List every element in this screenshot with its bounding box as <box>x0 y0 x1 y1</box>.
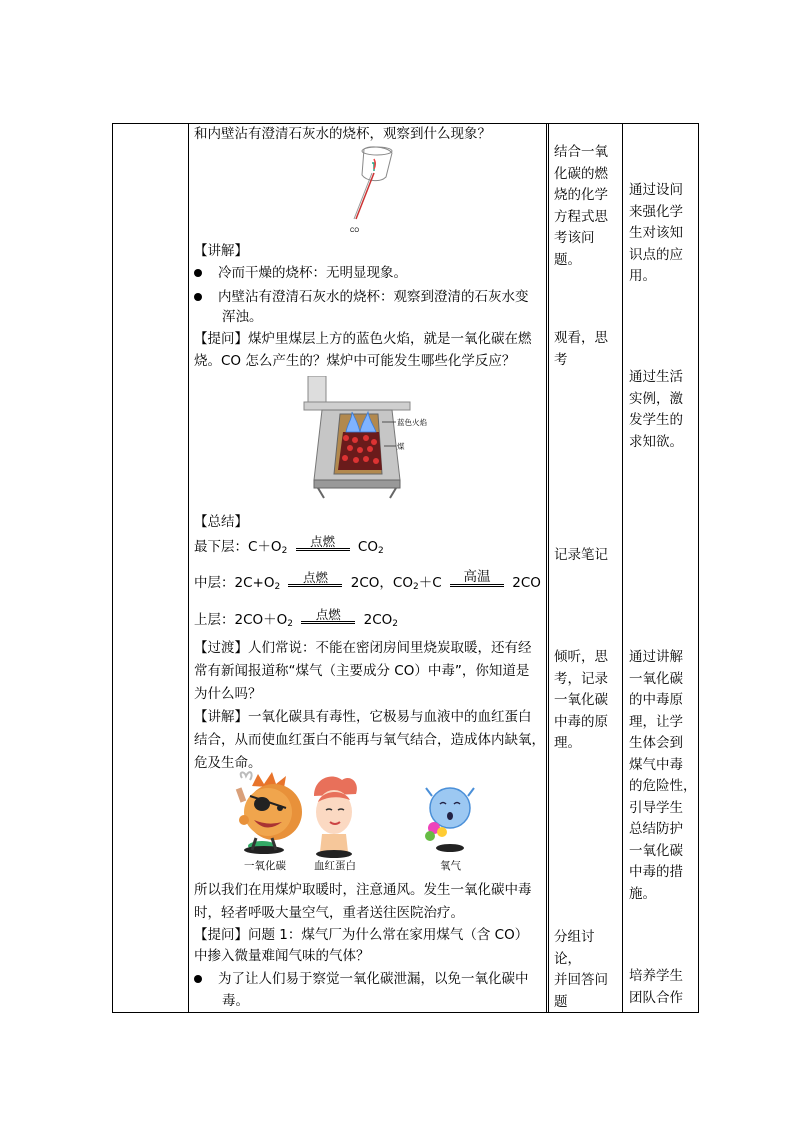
eq1-product-subscript: 2 <box>377 546 384 556</box>
student-activity-3: 记录笔记 <box>554 547 608 563</box>
bullet-dot <box>194 269 202 277</box>
student-activity-4: 倾听，思 考，记录 一氧化碳 中毒的原 理。 <box>554 649 608 751</box>
eq1-condition: 点燃 <box>296 535 350 560</box>
design-intent-3: 通过讲解 一氧化碳 的中毒原 理，让学 生体会到 煤气中毒 的危险性， 引导学生 总结防护 一氧化碳 中毒的措 施。 <box>629 649 697 902</box>
table-divider-2 <box>546 123 547 1013</box>
bullet-item <box>194 262 407 284</box>
eq1-product: CO <box>357 539 378 555</box>
eq2-product: 2CO，CO <box>350 575 413 591</box>
stove-label-flame: 蓝色火焰 <box>397 418 427 427</box>
ask2-line2: 中掺入微量难闻气味的气体？ <box>194 948 370 964</box>
explain2-line3: 危及生命。 <box>194 755 262 771</box>
eq2-mid: ＋C <box>418 575 442 591</box>
eq1-reactants: 最下层：C＋O <box>194 539 282 555</box>
eq2-reactants: 中层：2C+O <box>194 575 275 591</box>
cartoon-label-oxygen: 氧气 <box>440 860 461 872</box>
cartoon-label-co: 一氧化碳 <box>244 860 286 872</box>
table-divider-1 <box>188 123 189 1013</box>
bullet-item <box>194 286 529 308</box>
eq2-product-2: 2CO <box>512 575 541 591</box>
transition-line2: 常有新闻报道称“煤气（主要成分 CO）中毒”，你知道是 <box>194 663 530 679</box>
ask1-line1: 【提问】煤炉里煤层上方的蓝色火焰，就是一氧化碳在燃 <box>194 331 532 347</box>
transition-line3: 为什么吗？ <box>194 686 262 702</box>
eq2-subscript: 2 <box>274 582 281 592</box>
beaker-co-figure <box>330 143 400 235</box>
student-activity-1: 结合一氧 化碳的燃 烧的化学 方程式思 考该问题。 <box>554 144 608 268</box>
design-intent-2: 通过生活 实例，激 发学生的 求知欲。 <box>629 369 683 450</box>
student-activity-2: 观看，思 考 <box>554 330 608 368</box>
cartoon-label-hemoglobin: 血红蛋白 <box>314 860 356 872</box>
student-activity-5: 分组讨论， 并回答问 题 <box>554 929 608 1010</box>
ask2-line1: 【提问】问题 1：煤气厂为什么常在家用煤气（含 CO） <box>194 927 529 943</box>
eq1-subscript: 2 <box>281 546 288 556</box>
eq3-product-subscript: 2 <box>392 619 398 629</box>
design-intent-4: 培养学生 团队合作 <box>629 968 683 1006</box>
eq2-mid-subscript: 2 <box>412 582 419 592</box>
coal-stove-figure <box>300 376 440 500</box>
bullet2-text: 内壁沾有澄清石灰水的烧杯：观察到澄清的石灰水变 <box>218 289 529 305</box>
ventilation-line2: 时，轻者呼吸大量空气，重者送往医院治疗。 <box>194 905 464 921</box>
ventilation-line1: 所以我们在用煤炉取暖时，注意通风。发生一氧化碳中毒 <box>194 882 532 898</box>
bullet3-continuation: 毒。 <box>222 993 249 1009</box>
explain1-title: 【讲解】 <box>194 243 248 259</box>
bullet2-continuation: 浑浊。 <box>222 309 263 325</box>
bullet-dot <box>194 975 202 983</box>
bullet-item <box>194 968 529 990</box>
eq3-condition: 点燃 <box>301 608 355 633</box>
eq2-condition: 点燃 <box>288 571 342 596</box>
eq3-product: 2CO <box>363 612 393 628</box>
transition-line1: 【过渡】人们常说：不能在密闭房间里烧炭取暖，还有经 <box>194 640 532 656</box>
table-divider-3 <box>622 123 623 1013</box>
table-border-left <box>112 123 113 1013</box>
explain2-line1: 【讲解】一氧化碳具有毒性，它极易与血液中的血红蛋白 <box>194 709 532 725</box>
bullet1-text: 冷而干燥的烧杯：无明显现象。 <box>218 265 407 281</box>
co-hemoglobin-cartoon <box>228 766 478 874</box>
bullet3-text: 为了让人们易于察觉一氧化碳泄漏，以免一氧化碳中 <box>218 971 529 987</box>
eq2-condition-2: 高温 <box>450 571 504 596</box>
bullet-dot <box>194 293 202 301</box>
eq3-subscript: 2 <box>287 619 294 629</box>
eq3-reactants: 上层：2CO＋O <box>194 612 288 628</box>
explain2-line2: 结合，从而使血红蛋白不能再与氧气结合，造成体内缺氧， <box>194 732 545 748</box>
co-label: CO <box>350 228 359 234</box>
summary-title: 【总结】 <box>194 514 248 530</box>
stove-label-coal: 煤 <box>397 442 405 451</box>
design-intent-1: 通过设问 来强化学 生对该知 识点的应 用。 <box>629 182 683 284</box>
table-divider-2b <box>548 123 549 1013</box>
intro-question: 和内壁沾有澄清石灰水的烧杯，观察到什么现象？ <box>194 126 491 142</box>
table-border-right <box>698 123 699 1013</box>
ask1-line2: 烧。CO 怎么产生的？煤炉中可能发生哪些化学反应？ <box>194 353 516 369</box>
